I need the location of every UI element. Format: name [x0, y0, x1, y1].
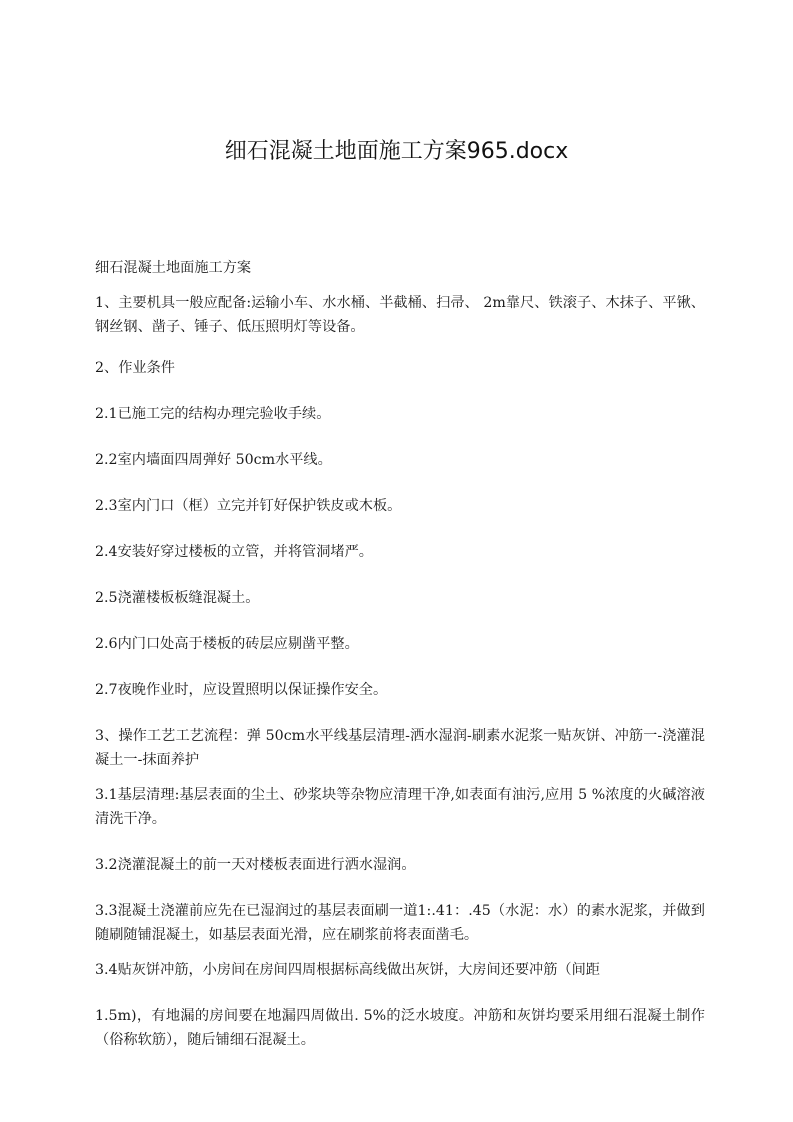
- paragraph-conditions-heading: 2、作业条件: [95, 360, 175, 376]
- paragraph-2-5: 2.5浇灌楼板板缝混凝土。: [95, 590, 260, 606]
- paragraph-2-3: 2.3室内门口（框）立完并钉好保护铁皮或木板。: [95, 498, 402, 514]
- document-title: 细石混凝土地面施工方案965.docx: [224, 139, 569, 164]
- paragraph-heading: 细石混凝土地面施工方案: [95, 260, 252, 276]
- paragraph-3-4: 3.4贴灰饼冲筋，小房间在房间四周根据标高线做出灰饼，大房间还要冲筋（间距: [95, 962, 600, 978]
- paragraph-2-1: 2.1已施工完的结构办理完验收手续。: [95, 406, 331, 422]
- paragraph-2-6: 2.6内门口处高于楼板的砖层应剔凿平整。: [95, 636, 359, 652]
- paragraph-process: 3、操作工艺工艺流程：弹 50cm水平线基层清理-洒水湿润-刷素水泥浆一贴灰饼、冲筋一-浇灌混凝土一-抹面养护: [95, 728, 705, 768]
- paragraph-3-2: 3.2浇灌混凝土的前一天对楼板表面进行洒水湿润。: [95, 857, 416, 873]
- paragraph-2-2: 2.2室内墙面四周弹好 50cm水平线。: [95, 452, 332, 468]
- paragraph-3-3: 3.3混凝土浇灌前应先在已湿润过的基层表面刷一道1:.41：.45（水泥：水）的素水泥浆，并做到随刷随铺混凝土，如基层表面光滑，应在刷浆前将表面凿毛。: [95, 903, 705, 943]
- paragraph-3-4-continued: 1.5m)，有地漏的房间要在地漏四周做出. 5%的泛水坡度。冲筋和灰饼均要采用细石混凝土制作（俗称软筋），随后铺细石混凝土。: [95, 1008, 705, 1048]
- paragraph-equipment: 1、主要机具一般应配备:运输小车、水水桶、半截桶、扫帚、 2m靠尺、铁滚子、木抹子、平锹、钢丝钢、凿子、锤子、低压照明灯等设备。: [95, 295, 705, 335]
- document-body: [95, 256, 705, 1052]
- paragraph-2-4: 2.4安装好穿过楼板的立管，并将管洞堵严。: [95, 544, 373, 560]
- paragraph-3-1: 3.1基层清理:基层表面的尘土、砂浆块等杂物应清理干净,如表面有油污,应用 5 %浓度的火碱溶液清洗干净。: [95, 787, 705, 827]
- paragraph-2-7: 2.7夜晚作业时，应设置照明以保证操作安全。: [95, 682, 388, 698]
